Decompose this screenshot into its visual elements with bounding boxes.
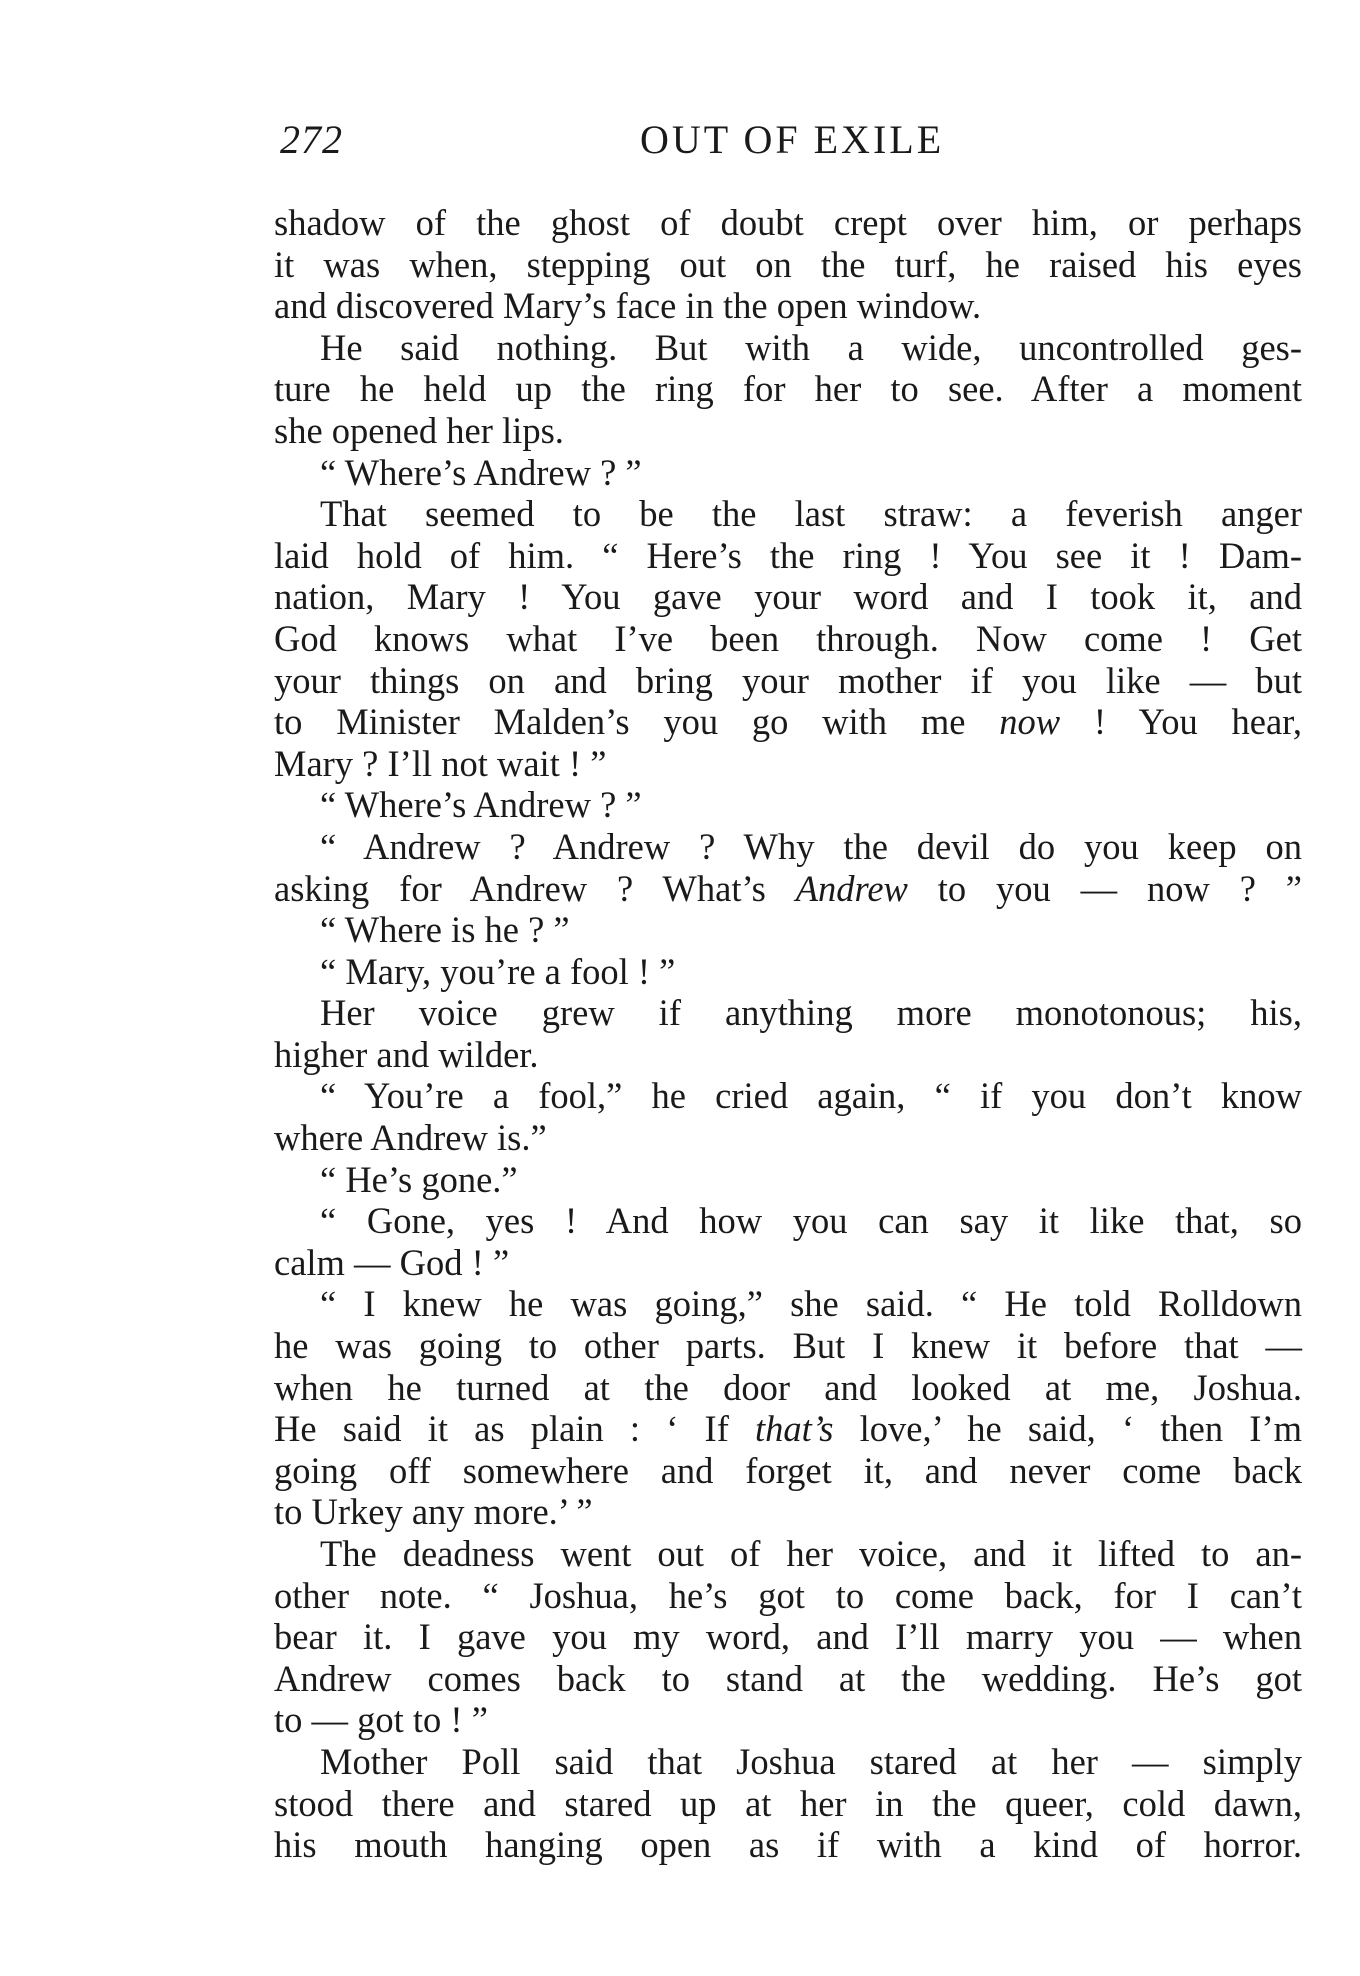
text-line: “ I knew he was going,” she said. “ He told Rolldown — [320, 1283, 1302, 1325]
text-line: where Andrew is.” — [274, 1117, 547, 1159]
text-line: higher and wilder. — [274, 1033, 539, 1075]
text-line: “ Gone, yes ! And how you can say it like that, so — [320, 1200, 1302, 1242]
text-line: calm — God ! ” — [274, 1241, 510, 1283]
text-line: “ Where’s Andrew ? ” — [320, 784, 642, 826]
text-line: other note. “ Joshua, he’s got to come back, for I can’t — [274, 1574, 1302, 1616]
text-line: when he turned at the door and looked at me, Joshua. — [274, 1366, 1302, 1408]
text-line: your things on and bring your mother if you like — but — [274, 659, 1302, 701]
text-line: to — got to ! ” — [274, 1699, 488, 1741]
emphasis: now — [999, 701, 1061, 743]
text-line: to Minister Malden’s you go with me now ! You hear, — [274, 701, 1303, 743]
text-line: Mother Poll said that Joshua stared at her — simply — [320, 1740, 1302, 1782]
running-title: OUT OF EXILE — [640, 117, 945, 162]
emphasis: Andrew — [795, 867, 908, 909]
text-line: his mouth hanging open as if with a kind of horror. — [274, 1824, 1302, 1866]
text-line: Andrew comes back to stand at the wedding. He’s got — [274, 1657, 1302, 1699]
text-line: going off somewhere and forget it, and never come back — [274, 1449, 1302, 1491]
text-line: to Urkey any more.’ ” — [274, 1491, 593, 1533]
text-line: He said nothing. But with a wide, uncontrolled ges- — [320, 326, 1302, 368]
text-line: “ Mary, you’re a fool ! ” — [320, 950, 676, 992]
text-line: “ Andrew ? Andrew ? Why the devil do you keep on — [320, 825, 1302, 867]
page-number: 272 — [280, 117, 343, 162]
emphasis: that’s — [755, 1408, 834, 1450]
text-line: “ He’s gone.” — [320, 1158, 518, 1200]
text-line: ture he held up the ring for her to see. After a moment — [274, 368, 1302, 410]
text-line: “ You’re a fool,” he cried again, “ if you don’t know — [320, 1075, 1302, 1117]
text-line: “ Where is he ? ” — [320, 909, 570, 951]
text-line: The deadness went out of her voice, and it lifted to an- — [320, 1533, 1302, 1574]
text-line: God knows what I’ve been through. Now come ! Get — [274, 617, 1302, 659]
text-line: nation, Mary ! You gave your word and I took it, and — [274, 576, 1302, 618]
text-line: laid hold of him. “ Here’s the ring ! You see it ! Dam- — [274, 534, 1302, 576]
body-text — [274, 202, 1302, 1866]
text-line: bear it. I gave you my word, and I’ll marry you — when — [274, 1616, 1302, 1658]
text-line: That seemed to be the last straw: a feverish anger — [320, 493, 1302, 535]
text-line: He said it as plain : ‘ If that’s love,’ he said, ‘ then I’m — [274, 1408, 1302, 1450]
text-line: he was going to other parts. But I knew it before that — — [274, 1325, 1302, 1367]
page-header — [272, 116, 1302, 166]
text-line: Her voice grew if anything more monotonous; his, — [320, 992, 1302, 1034]
text-line: shadow of the ghost of doubt crept over him, or perhaps — [274, 202, 1302, 243]
text-line: she opened her lips. — [274, 409, 564, 451]
text-line: and discovered Mary’s face in the open window. — [274, 285, 982, 327]
text-line: asking for Andrew ? What’s Andrew to you — now ? ” — [274, 867, 1302, 909]
text-line: “ Where’s Andrew ? ” — [320, 451, 642, 493]
text-line: Mary ? I’ll not wait ! ” — [274, 742, 607, 784]
text-line: stood there and stared up at her in the queer, cold dawn, — [274, 1782, 1302, 1824]
text-line: it was when, stepping out on the turf, he raised his eyes — [274, 243, 1302, 285]
